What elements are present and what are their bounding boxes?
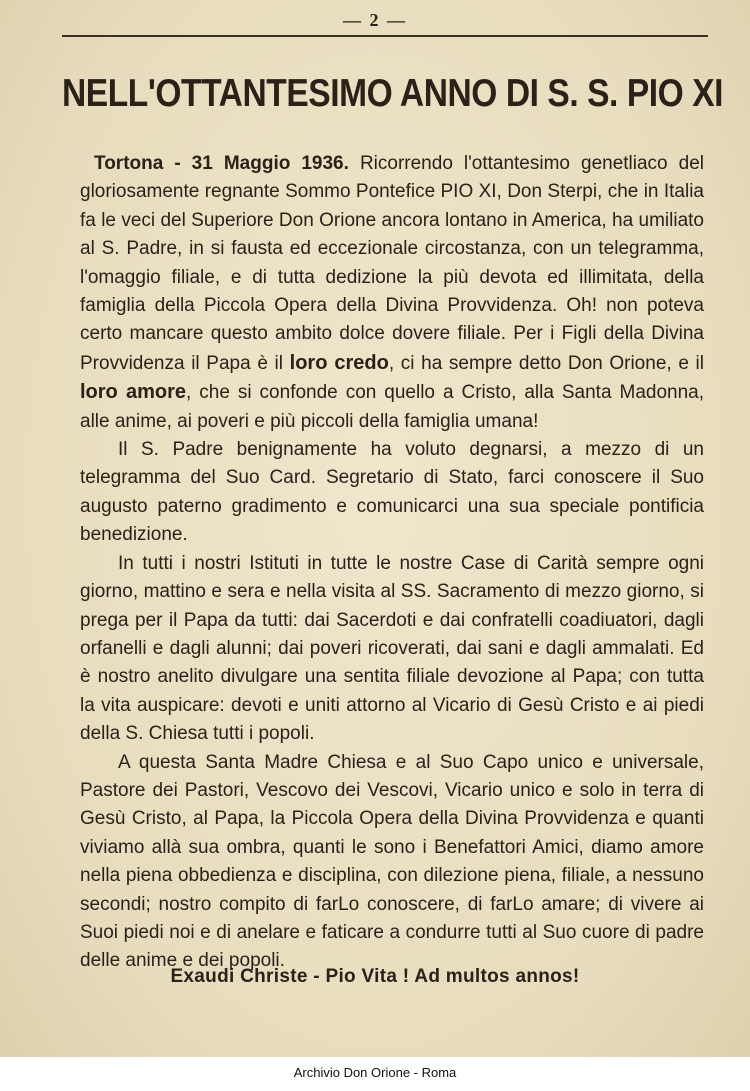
emphasis-loro-credo: loro credo [289,351,389,374]
dateline: Tortona - 31 Maggio 1936. [94,153,349,174]
paragraph-1-text-b: , ci ha sempre detto Don Orione, e il [388,352,704,374]
archive-footer: Archivio Don Orione - Roma [293,1065,457,1080]
article-body [80,150,704,976]
paragraph-2: Il S. Padre benignamente ha voluto degnarsi, a mezzo di un telegramma del Suo Card. Segretario di Stato, farci conoscere il Suo augusto paterno gradimento e comunicarci una sua speciale pontificia benedizione. [80,439,704,546]
paragraph-1-text-a: Ricorrendo l'ottantesimo genetliaco del gloriosamente regnante Sommo Pontefice PIO XI, Don Sterpi, che in Italia fa le veci del Superiore Don Orione ancora lontano in America, ha umiliato al S. Padre, in si fausta ed eccezionale circostanza, con un telegramma, l'omaggio filiale, e di tutta dedizione la più devota ed illimitata, della famiglia della Piccola Opera della Divina Provvidenza. Oh! non poteva certo mancare questo ambito dolce dovere filiale. Per i Figli della Divina Provvidenza il Papa è il [80,153,705,374]
paragraph-1 [80,150,704,436]
page-title: NELL'OTTANTESIMO ANNO DI S. S. PIO XI [62,72,724,115]
paragraph-3: In tutti i nostri Istituti in tutte le nostre Case di Carità sempre ogni giorno, mattino e sera e nella visita al SS. Sacramento di mezzo giorno, si prega per il Papa da tutti: dai Sacerdoti e dai confratelli coadiuatori, dagli orfanelli e dagli alunni; dai poveri ricoverati, dai sani e dagli ammalati. Ed è nostro anelito divulgare una sentita filiale devozione al Papa; con tutta la vita auspicare: devoti e uniti attorno al Vicario di Gesù Cristo e ai piedi della S. Chiesa tutti i popoli. [80,552,704,745]
paragraph-1-text-c: , che si confonde con quello a Cristo, alla Santa Madonna, alle anime, ai poveri e più piccoli della famiglia umana! [80,382,704,432]
paragraph-4: A questa Santa Madre Chiesa e al Suo Capo unico e universale, Pastore dei Pastori, Vescovo dei Vescovi, Vicario unico e solo in terra di Gesù Cristo, al Papa, la Piccola Opera della Divina Provvidenza e quanti viviamo allà sua ombra, quanti le sono i Benefattori Amici, diamo amore nella piena obbedienza e disciplina, con dilezione piena, filiale, a nessuno secondi; nostro compito di farLo conoscere, di farLo amare; di vivere ai Suoi piedi noi e di anelare e faticare a condurre tutti al Suo cuore di padre delle anime e dei popoli. [80,751,704,972]
emphasis-loro-amore: loro amore [80,381,187,404]
header-rule [62,35,708,37]
closing-line: Exaudi Christe - Pio Vita ! Ad multos annos! [170,966,580,987]
page-number: — 2 — [343,10,407,30]
